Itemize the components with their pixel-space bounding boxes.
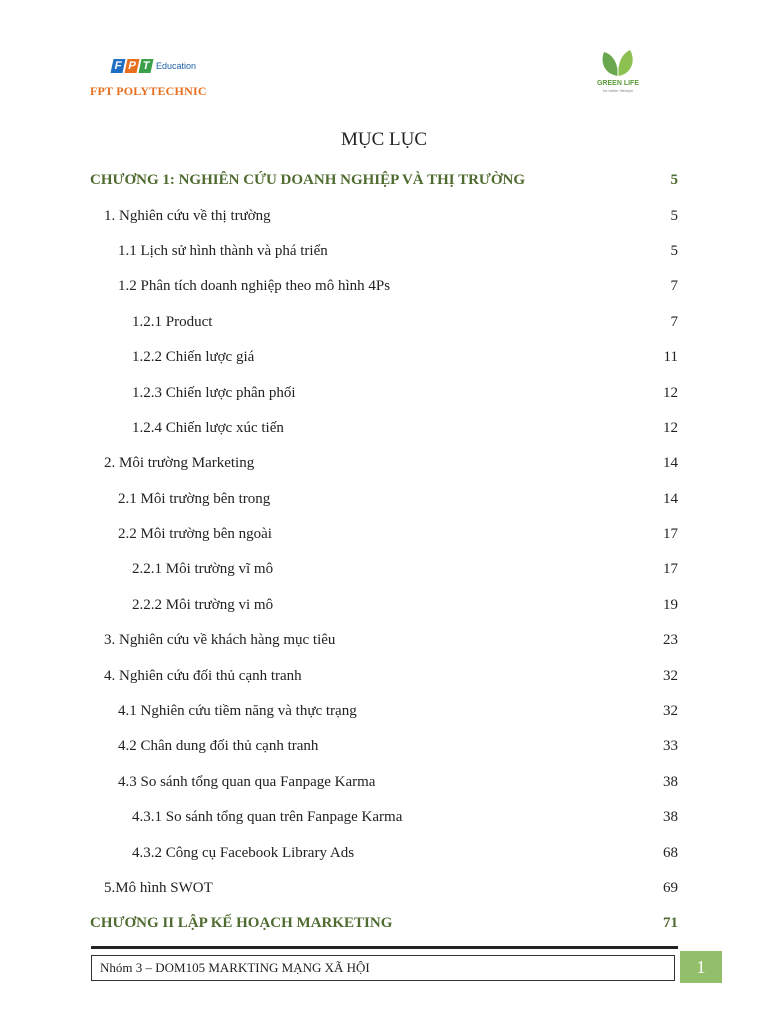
footer-text: Nhóm 3 – DOM105 MARKTING MẠNG XÃ HỘI — [91, 955, 675, 981]
toc-entry[interactable] — [90, 765, 678, 800]
green-life-text: GREEN LIFE — [596, 80, 639, 87]
toc-entry-page: 5 — [670, 172, 678, 189]
toc-entry[interactable] — [90, 305, 678, 340]
toc-entry-page: 7 — [670, 313, 678, 330]
toc-entry[interactable] — [90, 411, 678, 446]
toc-entry[interactable] — [90, 269, 678, 304]
toc-entry-label: 2.2.2 Môi trường vi mô — [132, 596, 274, 613]
toc-entry-page: 12 — [663, 419, 678, 436]
toc-entry[interactable] — [90, 375, 678, 410]
toc-entry-page: 14 — [663, 490, 678, 507]
toc-entry-label: 1.2 Phân tích doanh nghiệp theo mô hình 4Ps — [118, 278, 391, 295]
toc-entry-label: 1.2.3 Chiến lược phân phối — [132, 384, 296, 401]
toc-entry-page: 17 — [663, 561, 678, 578]
toc-entry-label: 4.2 Chân dung đối thủ cạnh tranh — [118, 738, 319, 755]
toc-entry[interactable] — [90, 517, 678, 552]
toc-entry-label: 1. Nghiên cứu về thị trường — [104, 207, 271, 224]
toc-entry-page: 32 — [663, 667, 678, 684]
toc-entry-label: 1.2.4 Chiến lược xúc tiến — [132, 419, 284, 436]
toc-entry-label: 4.3 So sánh tổng quan qua Fanpage Karma — [118, 773, 376, 790]
toc-entry-page: 5 — [670, 207, 678, 224]
toc-entry-label: 1.1 Lịch sử hình thành và phá triển — [118, 242, 328, 259]
fpt-education-logo — [112, 56, 196, 76]
toc-entry-page: 17 — [663, 526, 678, 543]
toc-entry-page: 71 — [663, 915, 678, 932]
toc-entry[interactable] — [90, 729, 678, 764]
toc-entry-label: CHƯƠNG 1: NGHIÊN CỨU DOANH NGHIỆP VÀ THỊ TRƯỜNG — [90, 172, 526, 189]
toc-entry-page: 68 — [663, 844, 678, 861]
page-title: MỤC LỤC — [340, 129, 428, 150]
toc-entry[interactable] — [90, 623, 678, 658]
toc-entry-page: 5 — [670, 242, 678, 259]
toc-entry[interactable] — [90, 198, 678, 233]
toc-entry[interactable] — [90, 871, 678, 906]
toc-entry-page: 11 — [663, 349, 678, 366]
toc-entry-page: 33 — [663, 738, 678, 755]
education-label: Education — [156, 61, 197, 71]
green-life-logo — [590, 46, 646, 94]
toc-entry[interactable] — [90, 340, 678, 375]
toc-entry-label: 2.1 Môi trường bên trong — [118, 490, 271, 507]
toc-entry[interactable] — [90, 482, 678, 517]
toc-entry-label: 4.1 Nghiên cứu tiềm năng và thực trạng — [118, 703, 357, 720]
toc-entry[interactable] — [90, 552, 678, 587]
fpt-letter-t: T — [139, 59, 154, 73]
leaf-icon — [590, 46, 646, 80]
toc-entry-page: 32 — [663, 703, 678, 720]
toc-entry-page: 14 — [663, 455, 678, 472]
toc-entry-page: 38 — [663, 773, 678, 790]
toc-entry-label: 4. Nghiên cứu đối thủ cạnh tranh — [104, 667, 302, 684]
toc-entry-label: 5.Mô hình SWOT — [104, 880, 213, 896]
toc-entry-label: 4.3.2 Công cụ Facebook Library Ads — [132, 844, 355, 861]
toc-entry-page: 7 — [670, 278, 678, 295]
toc-entry-label: 2.2 Môi trường bên ngoài — [118, 526, 272, 543]
toc-entry-page: 69 — [663, 880, 678, 896]
page-number: 1 — [680, 951, 722, 983]
toc-entry-label: 2.2.1 Môi trường vĩ mô — [132, 561, 274, 578]
toc-entry[interactable] — [90, 163, 678, 198]
toc-entry-label: 2. Môi trường Marketing — [104, 455, 255, 472]
table-of-contents — [90, 163, 678, 942]
toc-entry[interactable] — [90, 800, 678, 835]
fpt-letter-f: F — [111, 59, 126, 73]
toc-entry-page: 23 — [663, 632, 678, 649]
fpt-letter-p: P — [125, 59, 140, 73]
toc-entry[interactable] — [90, 835, 678, 870]
toc-entry[interactable] — [90, 234, 678, 269]
toc-entry-label: 4.3.1 So sánh tổng quan trên Fanpage Karma — [132, 809, 403, 826]
toc-entry-page: 38 — [663, 809, 678, 826]
toc-entry-label: 1.2.1 Product — [132, 313, 213, 330]
toc-entry-label: 1.2.2 Chiến lược giá — [132, 349, 255, 366]
toc-entry[interactable] — [90, 588, 678, 623]
toc-entry[interactable] — [90, 906, 678, 941]
toc-entry-page: 12 — [663, 384, 678, 401]
toc-entry-page: 19 — [663, 596, 678, 613]
toc-entry[interactable] — [90, 446, 678, 481]
green-life-subtext: for better lifestyle — [602, 88, 634, 93]
toc-entry-label: 3. Nghiên cứu về khách hàng mục tiêu — [104, 632, 336, 649]
toc-entry[interactable] — [90, 658, 678, 693]
school-name: FPT POLYTECHNIC — [90, 84, 207, 98]
toc-entry-label: CHƯƠNG II LẬP KẾ HOẠCH MARKETING — [90, 915, 393, 932]
fpt-polytechnic-logo — [90, 52, 250, 102]
footer-divider — [91, 946, 678, 949]
toc-entry[interactable] — [90, 694, 678, 729]
